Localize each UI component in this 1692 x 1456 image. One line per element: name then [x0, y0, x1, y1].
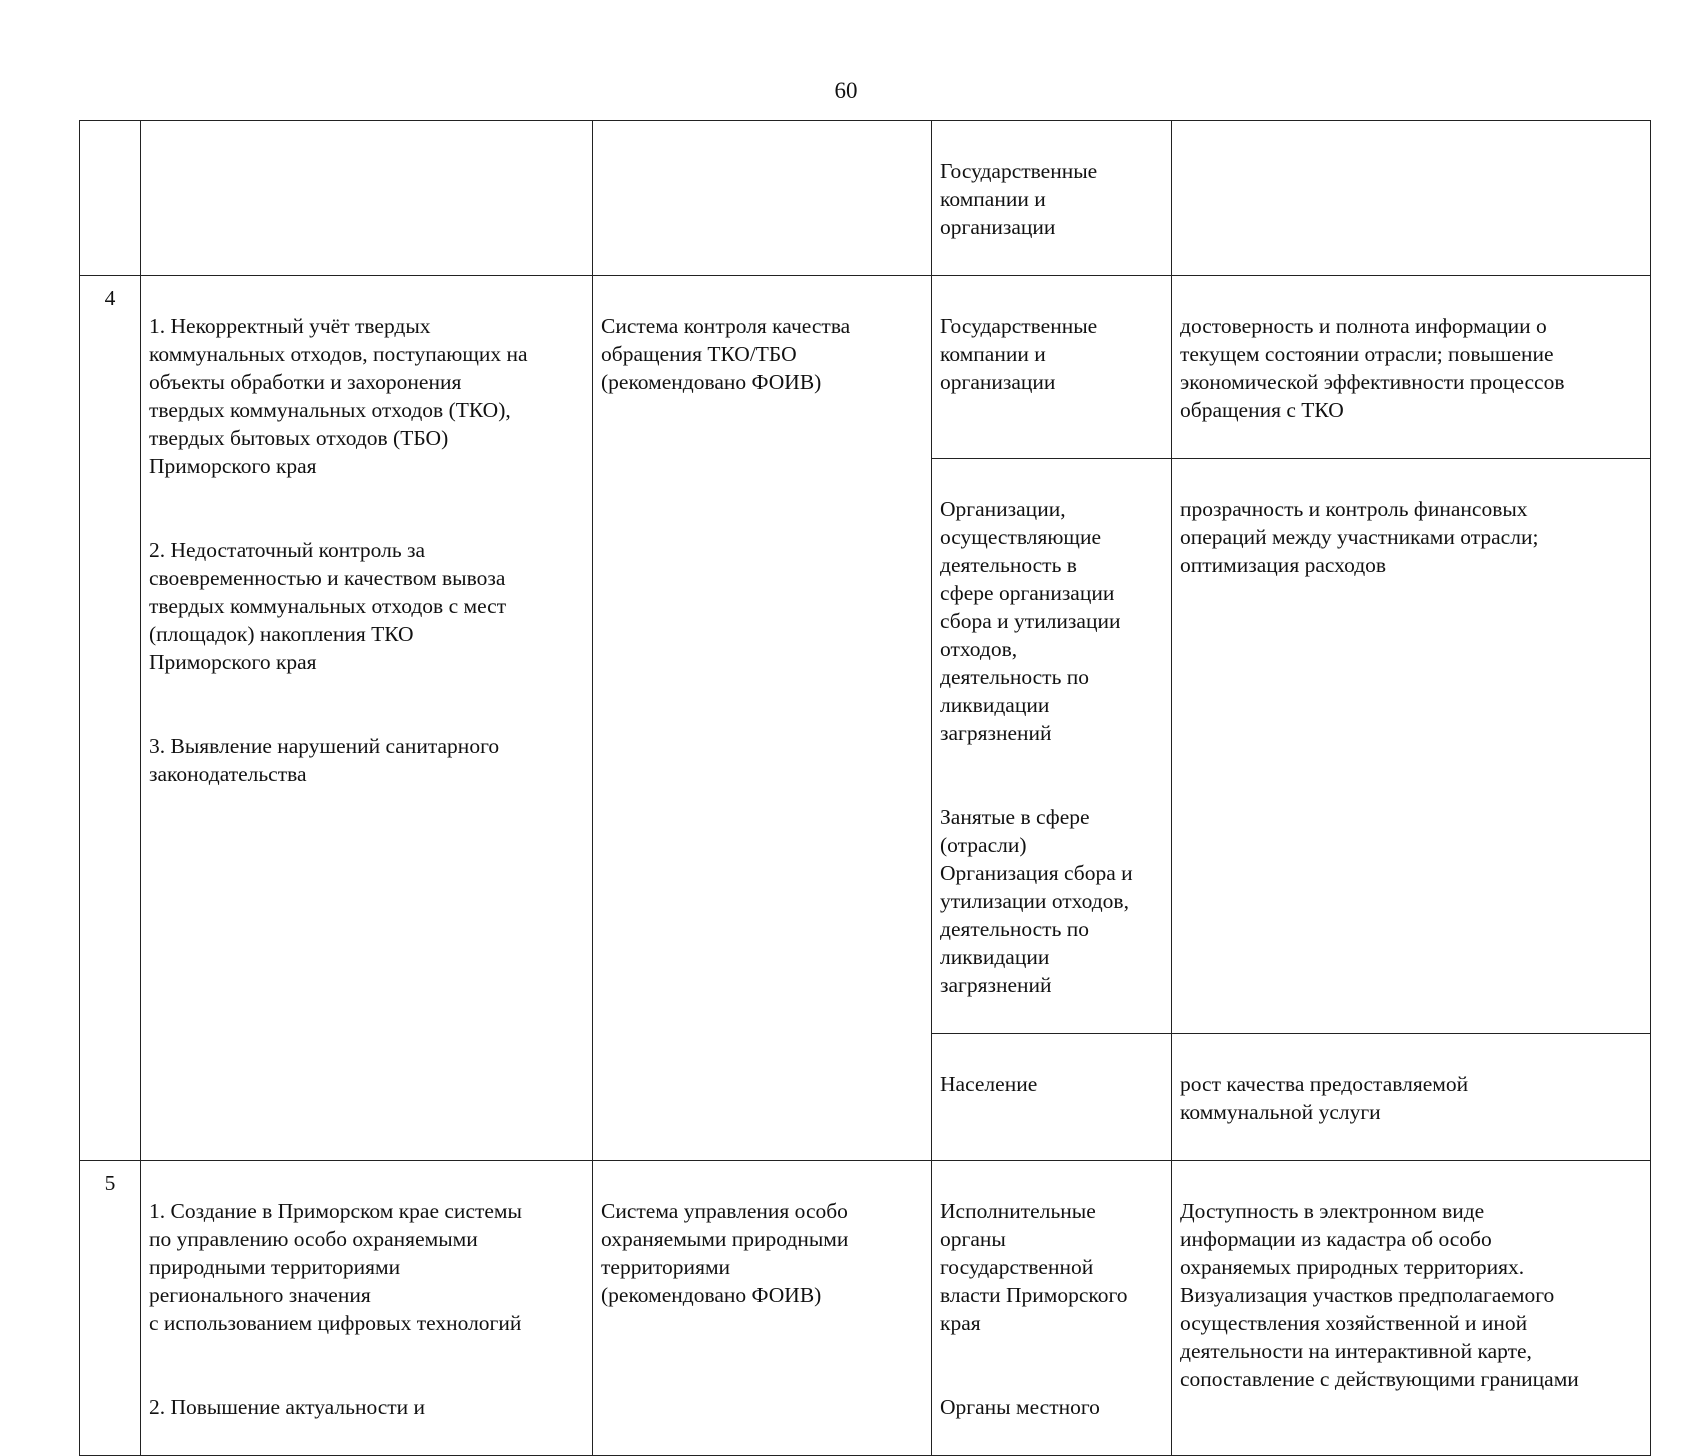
problem-cell: [141, 276, 593, 1161]
consumer-text: Органы местного: [940, 1395, 1100, 1419]
system-text: Система управления особо охраняемыми природными территориями (рекомендовано ФОИВ): [601, 1199, 849, 1307]
consumer-cell: [932, 121, 1172, 276]
problem-text: 2. Недостаточный контроль за своевременностью и качеством вывоза твердых коммунальных отходов с мест (площадок) накопления ТКО Приморского края: [149, 538, 507, 674]
row-number-cell: 4: [80, 276, 141, 1161]
effect-cell: [1172, 121, 1651, 276]
system-cell: [593, 276, 932, 1161]
consumer-cell: [932, 1034, 1172, 1161]
system-text: Система контроля качества обращения ТКО/ТБО (рекомендовано ФОИВ): [601, 314, 851, 394]
table-row: [80, 1161, 1651, 1456]
system-cell: [593, 121, 932, 276]
problem-text: 1. Создание в Приморском крае системы по управлению особо охраняемыми природными территориями регионального значения с использованием цифровых технологий: [149, 1199, 522, 1335]
table-row: [80, 121, 1651, 276]
problem-text: 3. Выявление нарушений санитарного законодательства: [149, 734, 500, 786]
table-row: [80, 276, 1651, 459]
problem-cell: [141, 121, 593, 276]
problem-text: 1. Некорректный учёт твердых коммунальных отходов, поступающих на объекты обработки и захоронения твердых коммунальных отходов (ТКО), твердых бытовых отходов (ТБО) Приморского края: [149, 314, 528, 478]
row-number-cell: [80, 121, 141, 276]
system-cell: [593, 1161, 932, 1456]
consumer-text: Государственные компании и организации: [940, 314, 1098, 394]
consumer-text: Государственные компании и организации: [940, 159, 1098, 239]
effect-text: рост качества предоставляемой коммунальной услуги: [1180, 1072, 1469, 1124]
consumer-cell: [932, 1161, 1172, 1456]
effect-text: Доступность в электронном виде информации из кадастра об особо охраняемых природных территориях. Визуализация участков предполагаемого осуществления хозяйственной и иной деятельности на интерактивной карте, сопоставление с действующими границами: [1180, 1199, 1579, 1391]
document-table: [79, 120, 1651, 1456]
consumer-text: Занятые в сфере (отрасли) Организация сбора и утилизации отходов, деятельность по ликвидации загрязнений: [940, 805, 1133, 997]
problem-text: 2. Повышение актуальности и: [149, 1395, 426, 1419]
consumer-text: Население: [940, 1072, 1038, 1096]
effect-text: достоверность и полнота информации о текущем состоянии отрасли; повышение экономической эффективности процессов обращения с ТКО: [1180, 314, 1565, 422]
effect-cell: [1172, 459, 1651, 1034]
problem-cell: [141, 1161, 593, 1456]
consumer-text: Исполнительные органы государственной власти Приморского края: [940, 1199, 1128, 1335]
row-number-cell: 5: [80, 1161, 141, 1456]
consumer-text: Организации, осуществляющие деятельность в сфере организации сбора и утилизации отходов, деятельность по ликвидации загрязнений: [940, 497, 1121, 745]
effect-text: прозрачность и контроль финансовых операций между участниками отрасли; оптимизация расходов: [1180, 497, 1539, 577]
effect-cell: [1172, 1161, 1651, 1456]
page-number: 60: [834, 78, 858, 103]
consumer-cell: [932, 276, 1172, 459]
effect-cell: [1172, 276, 1651, 459]
effect-cell: [1172, 1034, 1651, 1161]
consumer-cell: [932, 459, 1172, 1034]
